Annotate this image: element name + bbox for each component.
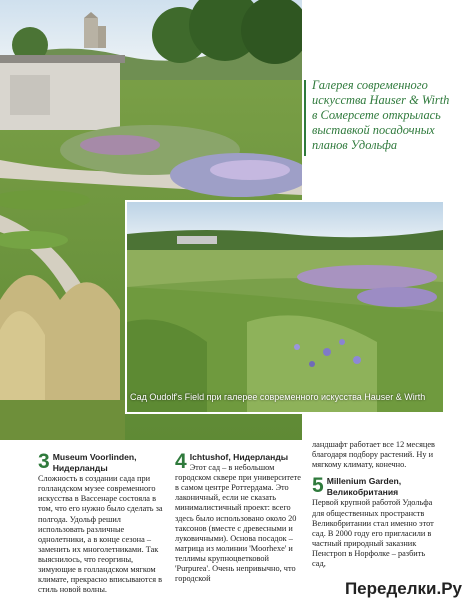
side-caption-line: Галерея современного <box>312 78 428 92</box>
side-caption-line: планов Удольфа <box>312 138 398 152</box>
inset-photo-caption: Сад Oudolf's Field при галерее современного искусства Hauser & Wirth <box>130 392 426 402</box>
article-column-1 <box>38 452 165 595</box>
section-text-continued: ландшафт работает все 12 месяцев благодаря подбору растений. Ну и мягкому климату, конечно. <box>312 440 435 470</box>
section-number: 3 <box>38 450 50 473</box>
article-column-2 <box>175 452 302 584</box>
side-caption <box>312 78 470 153</box>
section-text: Сложность в создании сада при голландском музее современного искусства в Вассенаре состояла в том, что его нужно было сделать за полгода. Удольф решил использовать различные однолетники, а в конце сезона – заменить их многолетниками. Так выяснилось, что георгины, зимующие в голландском мягком климате, прекрасно вписываются в стиль новой волны. <box>38 474 163 595</box>
side-caption-line: выставкой посадочных <box>312 123 435 137</box>
caption-rule <box>304 80 306 156</box>
section-number: 4 <box>175 450 187 473</box>
side-caption-line: искусства Hauser & Wirth <box>312 93 450 107</box>
section-heading: Millenium Garden, Великобритания <box>326 476 402 498</box>
section-text: Первой крупной работой Удольфа для общественных пространств Великобритании стал именно этот сад. В 2000 году его пригласили в частный природный заказник Пенстроп в Норфолке – разбить сад, <box>312 498 434 569</box>
section-heading: Museum Voorlinden, Нидерланды <box>52 452 137 474</box>
section-text: Этот сад – в небольшом городском сквере при университете в самом центре Роттердама. Это лаконичный, если не сказать минималистичный проект: всего здесь было использовано около 20 таксонов (вместе с древесными и луковичными). Основа посадок – матрица из молинии 'Moorhexe' и теллимы крупноцветковой 'Purpurea'. Очень непривычно, что городской <box>175 463 301 584</box>
section-number: 5 <box>312 474 324 498</box>
section-heading: Ichtushof, Нидерланды <box>189 452 289 462</box>
garden-photo-inset <box>125 200 445 414</box>
site-watermark: Переделки.Ру <box>344 579 462 598</box>
article-column-3 <box>312 440 438 569</box>
side-caption-line: в Сомерсете открылась <box>312 108 441 122</box>
